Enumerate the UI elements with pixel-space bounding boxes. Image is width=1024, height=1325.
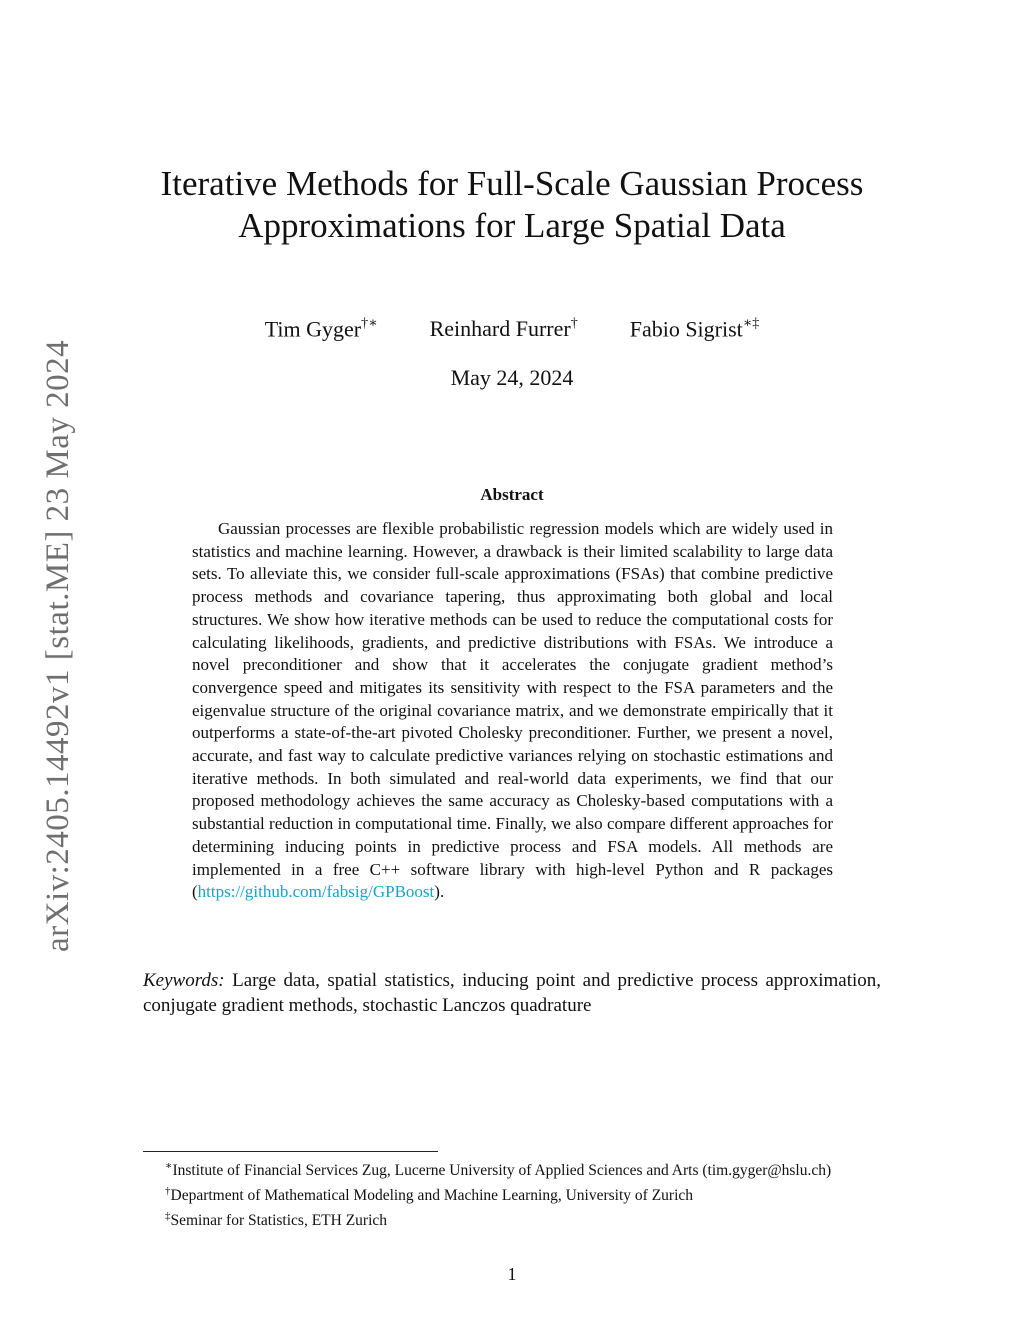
footnote-text: Institute of Financial Services Zug, Lucerne University of Applied Sciences and Arts (tim.gyger@hslu.ch) bbox=[172, 1162, 832, 1180]
footnote-text: Department of Mathematical Modeling and Machine Learning, University of Zurich bbox=[170, 1187, 694, 1205]
footnote bbox=[143, 1156, 881, 1181]
arxiv-identifier-stamp: arXiv:2405.14492v1 [stat.ME] 23 May 2024 bbox=[40, 339, 76, 952]
footnote bbox=[143, 1206, 881, 1231]
author bbox=[630, 316, 760, 342]
author-name: Fabio Sigrist bbox=[629, 316, 743, 342]
keywords-text: Large data, spatial statistics, inducing point and predictive process approximation, conjugate gradient methods, stochastic Lanczos quadrature bbox=[143, 970, 882, 1016]
author-affiliation-marks: † bbox=[570, 315, 578, 331]
author-name: Tim Gyger bbox=[264, 316, 362, 342]
author-list bbox=[140, 316, 884, 342]
abstract-heading: Abstract bbox=[480, 485, 544, 504]
abstract-text: Gaussian processes are flexible probabilistic regression models which are widely used in statistics and machine learning. However, a drawback is their limited scalability to large data sets. To alleviate this, we consider full-scale approximations (FSAs) that combine predictive process methods and covariance tapering, thus approximating both global and local structures. We show how iterative methods can be used to reduce the computational costs for calculating likelihoods, gradients, and predictive distributions with FSAs. We introduce a novel preconditioner and show that it accelerates the conjugate gradient method’s convergence speed and mitigates its sensitivity with respect to the FSA parameters and the eigenvalue structure of the original covariance matrix, and we demonstrate empirically that it outperforms a state-of-the-art pivoted Cholesky preconditioner. Further, we present a novel, accurate, and fast way to calculate predictive variances relying on stochastic estimations and iterative methods. In both simulated and real-world data experiments, we find that our proposed methodology achieves the same accuracy as Cholesky-based computations with a substantial reduction in computational time. Finally, we also compare different approaches for determining inducing points in predictive process and FSA models. All methods are implemented in a free C++ software library with high-level Python and R packages ( bbox=[192, 519, 833, 902]
github-link[interactable]: https://github.com/fabsig/GPBoost bbox=[197, 882, 435, 902]
abstract-body bbox=[192, 518, 833, 904]
footnote-mark: † bbox=[165, 1185, 171, 1198]
publication-date: May 24, 2024 bbox=[450, 365, 574, 390]
keywords bbox=[143, 968, 881, 1018]
author bbox=[430, 316, 578, 342]
footnote-divider bbox=[143, 1151, 438, 1152]
footnote-text: Seminar for Statistics, ETH Zurich bbox=[170, 1212, 388, 1230]
footnote-mark: ∗ bbox=[165, 1160, 173, 1172]
page-number: 1 bbox=[507, 1264, 517, 1284]
author-affiliation-marks: ∗‡ bbox=[742, 316, 760, 331]
author-affiliation-marks: †∗ bbox=[361, 316, 378, 331]
abstract-text-end: ). bbox=[434, 882, 445, 902]
paper-title: Iterative Methods for Full-Scale Gaussian Process Approximations for Large Spatial Data bbox=[160, 164, 864, 245]
author bbox=[265, 316, 378, 342]
author-name: Reinhard Furrer bbox=[429, 316, 571, 341]
footnotes bbox=[143, 1156, 881, 1231]
footnote bbox=[143, 1181, 881, 1206]
footnote-mark: ‡ bbox=[165, 1210, 171, 1223]
keywords-label: Keywords: bbox=[143, 970, 225, 991]
